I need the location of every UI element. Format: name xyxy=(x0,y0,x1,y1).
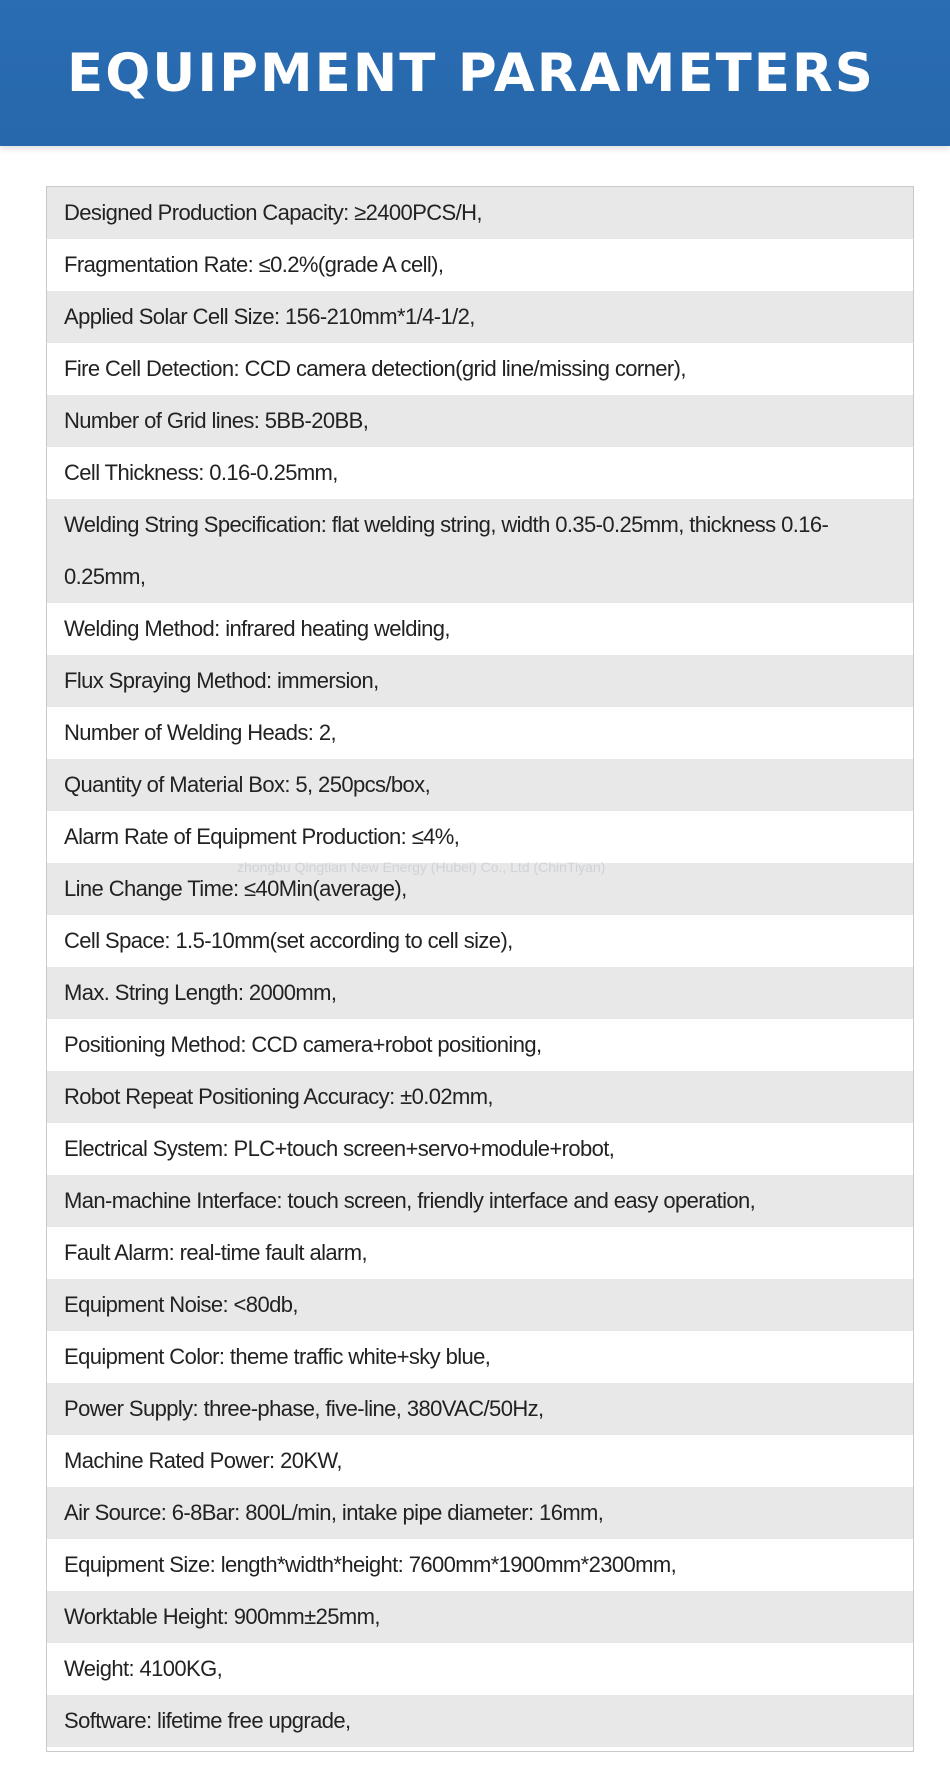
param-row: Machine Rated Power: 20KW, xyxy=(47,1435,913,1487)
param-row: Equipment Size: length*width*height: 7600mm*1900mm*2300mm, xyxy=(47,1539,913,1591)
param-row: Worktable Height: 900mm±25mm, xyxy=(47,1591,913,1643)
param-row: Welding Method: infrared heating welding, xyxy=(47,603,913,655)
param-row: Air Source: 6-8Bar: 800L/min, intake pipe diameter: 16mm, xyxy=(47,1487,913,1539)
header-banner xyxy=(0,0,950,146)
param-row: Equipment Color: theme traffic white+sky blue, xyxy=(47,1331,913,1383)
param-row: Man-machine Interface: touch screen, friendly interface and easy operation, xyxy=(47,1175,913,1227)
param-row: Line Change Time: ≤40Min(average), xyxy=(47,863,913,915)
param-row: Fault Alarm: real-time fault alarm, xyxy=(47,1227,913,1279)
param-row: Quantity of Material Box: 5, 250pcs/box, xyxy=(47,759,913,811)
param-row: Software: lifetime free upgrade, xyxy=(47,1695,913,1747)
page-title: EQUIPMENT PARAMETERS xyxy=(67,42,875,104)
param-row: Welding String Specification: flat welding string, width 0.35-0.25mm, thickness 0.16-0.25mm, xyxy=(47,499,913,603)
param-row: Designed Production Capacity: ≥2400PCS/H, xyxy=(47,187,913,239)
param-row: Electrical System: PLC+touch screen+servo+module+robot, xyxy=(47,1123,913,1175)
param-row: Applied Solar Cell Size: 156-210mm*1/4-1/2, xyxy=(47,291,913,343)
param-row: Cell Thickness: 0.16-0.25mm, xyxy=(47,447,913,499)
param-row: Max. String Length: 2000mm, xyxy=(47,967,913,1019)
param-row: Flux Spraying Method: immersion, xyxy=(47,655,913,707)
watermark-text: zhongbu Qingtian New Energy (Hubei) Co., Ltd (ChinTiyan) xyxy=(237,859,606,875)
param-row: Positioning Method: CCD camera+robot positioning, xyxy=(47,1019,913,1071)
param-row: Number of Grid lines: 5BB-20BB, xyxy=(47,395,913,447)
param-row: Equipment Noise: <80db, xyxy=(47,1279,913,1331)
parameter-table xyxy=(46,186,914,1752)
param-row: Fragmentation Rate: ≤0.2%(grade A cell), xyxy=(47,239,913,291)
param-row: Cell Space: 1.5-10mm(set according to cell size), xyxy=(47,915,913,967)
param-row: Fire Cell Detection: CCD camera detection(grid line/missing corner), xyxy=(47,343,913,395)
param-row: Robot Repeat Positioning Accuracy: ±0.02mm, xyxy=(47,1071,913,1123)
param-row: Number of Welding Heads: 2, xyxy=(47,707,913,759)
param-row: Power Supply: three-phase, five-line, 380VAC/50Hz, xyxy=(47,1383,913,1435)
param-row: Alarm Rate of Equipment Production: ≤4%, xyxy=(47,811,913,863)
param-row: Weight: 4100KG, xyxy=(47,1643,913,1695)
